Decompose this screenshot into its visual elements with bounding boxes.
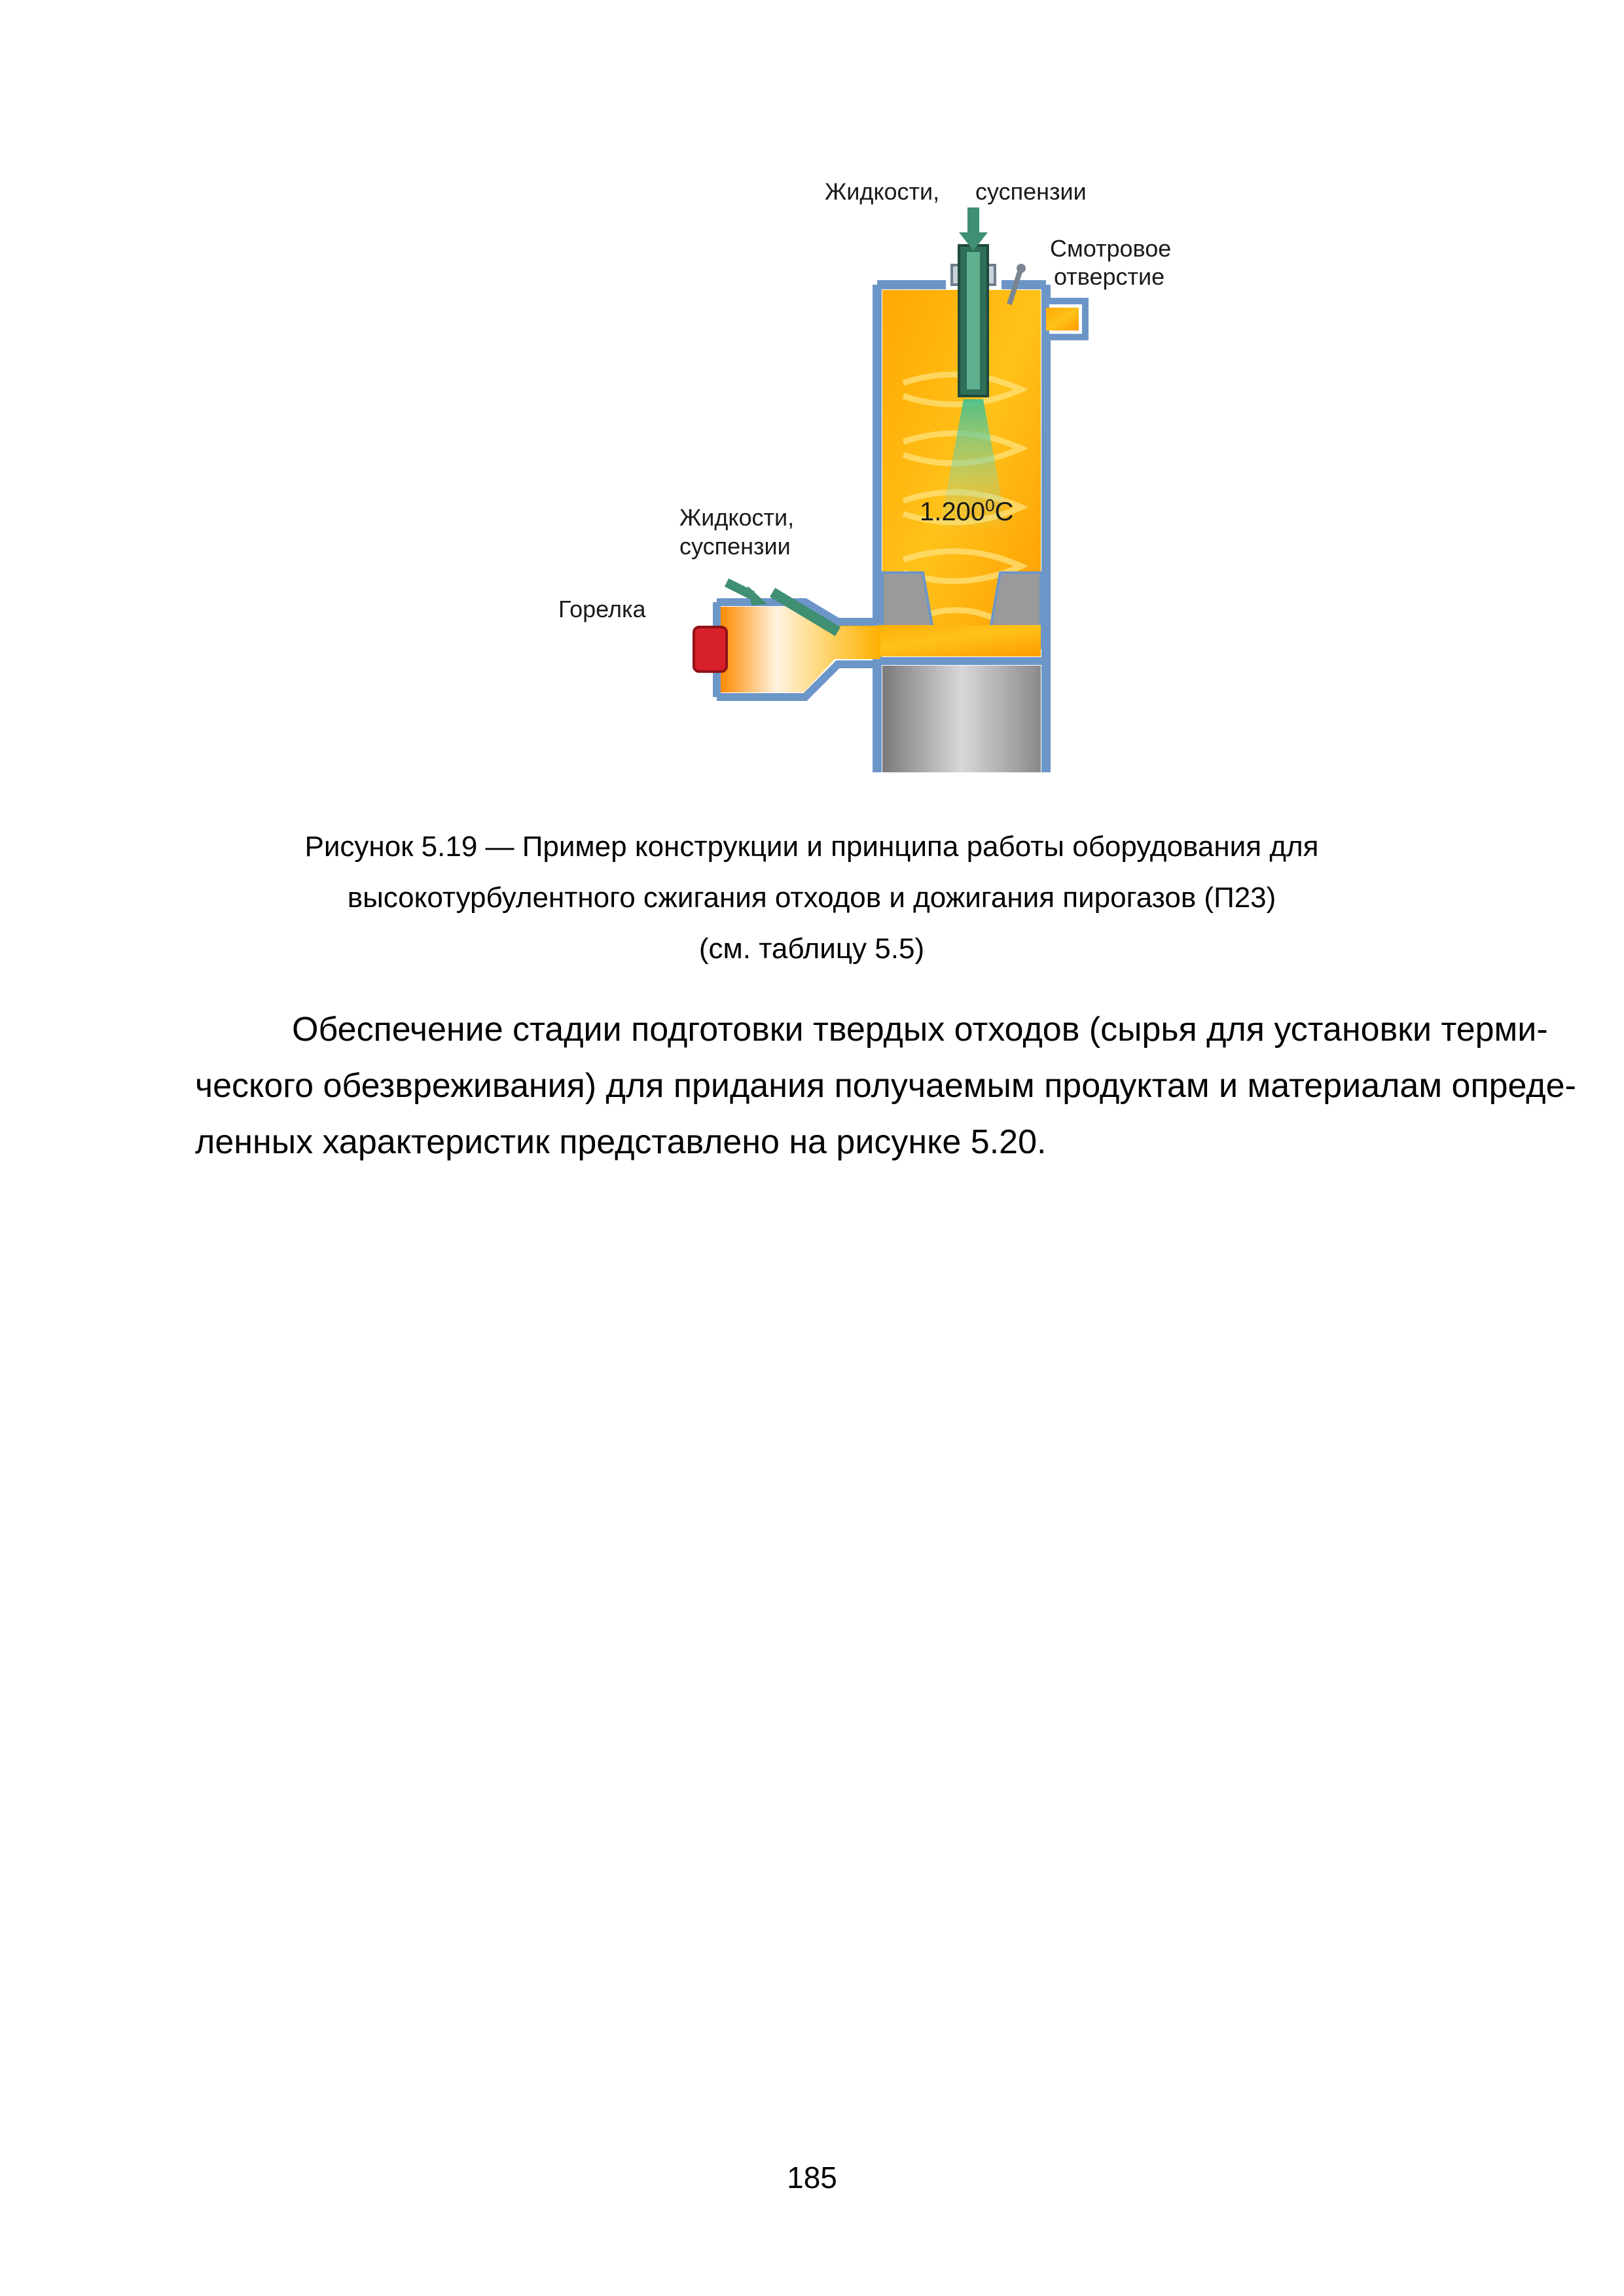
- paragraph-line-3: ленных характеристик представлено на рисунке 5.20.: [195, 1123, 1047, 1161]
- temperature-label: 1.200$^0$С: [920, 495, 1014, 526]
- label-viewport-line2: отверстие: [1054, 263, 1165, 290]
- paragraph-line-1: Обеспечение стадии подготовки твердых отходов (сырья для установки терми-: [292, 1011, 1548, 1049]
- page-number: 185: [787, 2161, 837, 2195]
- paragraph-line-2: ческого обезвреживания) для придания получаемым продуктам и материалам опреде-: [195, 1067, 1576, 1105]
- label-burner: Горелка: [558, 596, 646, 622]
- caption-line-3: (см. таблицу 5.5): [698, 933, 925, 965]
- ash-tank: [882, 666, 1041, 772]
- figure-caption: [196, 821, 1427, 975]
- label-liquids-side-line1: Жидкости,: [679, 504, 795, 531]
- incinerator-figure: [537, 167, 1191, 782]
- body-paragraph: [195, 1001, 1576, 1170]
- label-suspensions-top: суспензии: [975, 178, 1087, 205]
- top-nozzle-core: [967, 252, 980, 389]
- viewport-flame: [1046, 308, 1079, 331]
- caption-line-2: высокотурбулентного сжигания отходов и дожигания пирогазов (П23): [347, 882, 1276, 914]
- label-liquids-side-line2: суспензии: [679, 533, 791, 560]
- label-liquids-top: Жидкости,: [825, 178, 940, 205]
- top-arrow-shaft: [967, 207, 979, 234]
- label-viewport-line1: Смотровое: [1050, 235, 1172, 262]
- burner-nozzle: [694, 627, 727, 672]
- incinerator-diagram: [537, 167, 1191, 782]
- viewport-pin-head: [1017, 264, 1026, 273]
- caption-line-1: Рисунок 5.19 — Пример конструкции и принципа работы оборудования для: [304, 831, 1319, 863]
